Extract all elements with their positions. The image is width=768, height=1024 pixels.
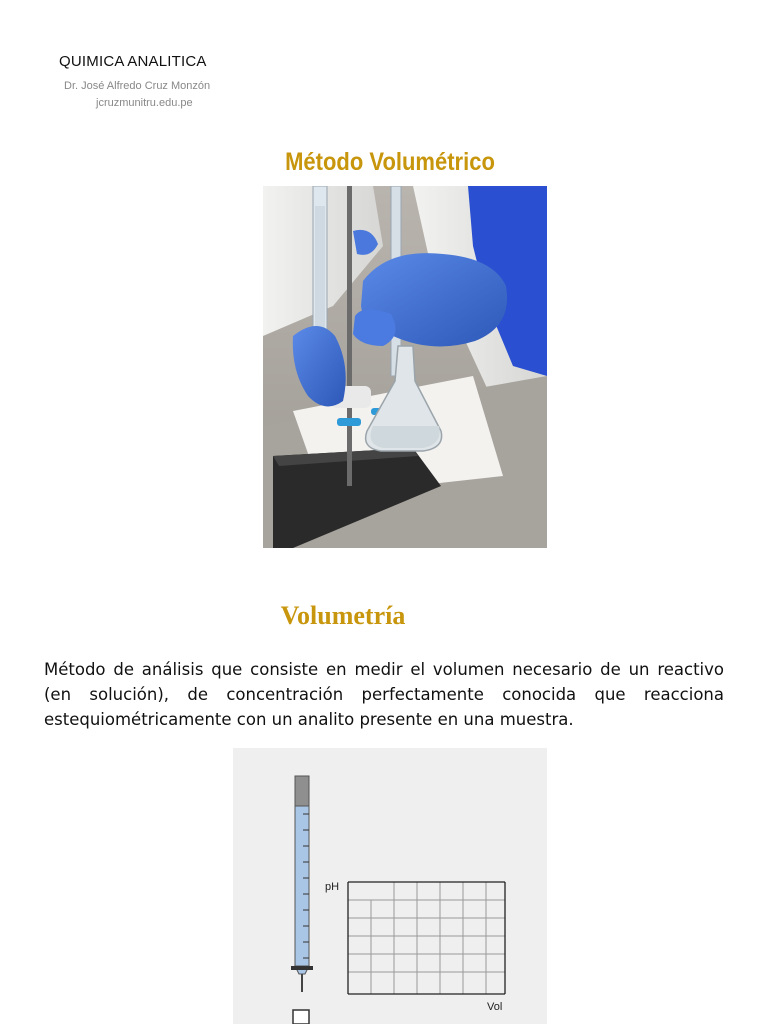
- ph-vol-grid: [348, 882, 505, 994]
- course-title: QUIMICA ANALITICA: [59, 53, 207, 70]
- y-axis-label: pH: [325, 881, 340, 893]
- titration-diagram: [233, 748, 547, 1024]
- titration-photo-illustration: [263, 186, 547, 548]
- author-email: jcruzmunitru.edu.pe: [96, 97, 193, 109]
- x-axis-label: Vol: [487, 1001, 503, 1013]
- definition-paragraph: Método de análisis que consiste en medir el volumen necesario de un reactivo (en solución), de concentración perfectamente conocida que reacciona estequiométricamente con un analito presente en una muestra.: [44, 660, 724, 729]
- titration-photo: [263, 186, 547, 548]
- titration-curve-grid: [233, 748, 547, 1024]
- burette-icon: [291, 776, 313, 1024]
- author-name: Dr. José Alfredo Cruz Monzón: [64, 80, 211, 92]
- method-heading: Método Volumétrico: [285, 148, 495, 176]
- section-heading: Volumetría: [280, 601, 406, 630]
